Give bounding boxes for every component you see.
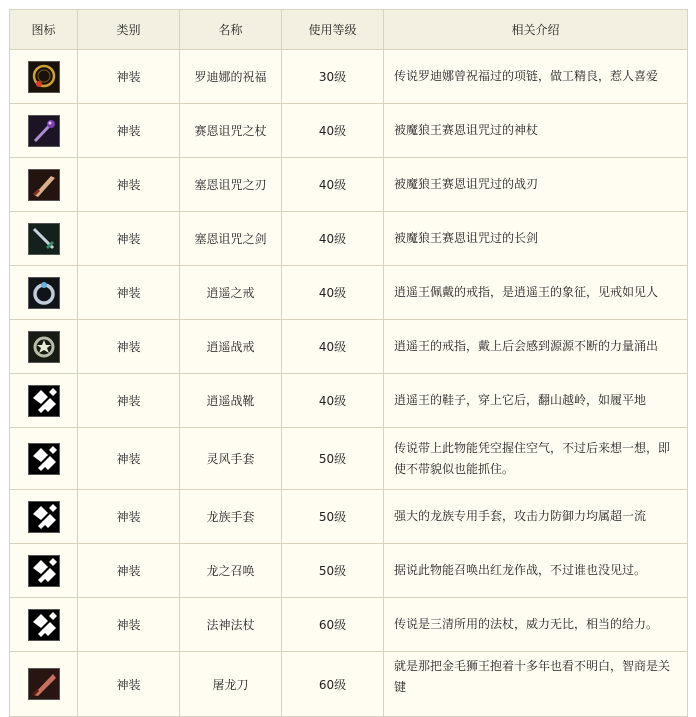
broken-image-icon	[28, 443, 60, 475]
equipment-table-container	[9, 9, 687, 717]
broken-image-icon	[28, 501, 60, 533]
cell-level: 40级	[282, 212, 384, 266]
cell-category: 神装	[78, 652, 180, 717]
necklace-icon	[28, 61, 60, 93]
header-category: 类别	[78, 10, 180, 50]
cell-icon	[10, 374, 78, 428]
cell-icon	[10, 212, 78, 266]
header-name: 名称	[180, 10, 282, 50]
cell-icon	[10, 490, 78, 544]
header-level: 使用等级	[282, 10, 384, 50]
cell-name: 法神法杖	[180, 598, 282, 652]
cell-level: 40级	[282, 320, 384, 374]
cell-name: 逍遥之戒	[180, 266, 282, 320]
cell-level: 40级	[282, 374, 384, 428]
table-row	[10, 428, 688, 490]
cell-level: 50级	[282, 428, 384, 490]
cell-intro: 被魔狼王赛恩诅咒过的神杖	[384, 104, 688, 158]
cell-name: 龙族手套	[180, 490, 282, 544]
table-row	[10, 374, 688, 428]
cell-level: 50级	[282, 544, 384, 598]
table-row	[10, 652, 688, 717]
cell-intro: 逍遥王的戒指，戴上后会感到源源不断的力量涌出	[384, 320, 688, 374]
cell-intro: 逍遥王的鞋子，穿上它后，翻山越岭，如履平地	[384, 374, 688, 428]
cell-icon	[10, 50, 78, 104]
table-row	[10, 266, 688, 320]
cell-level: 60级	[282, 652, 384, 717]
cell-level: 40级	[282, 266, 384, 320]
cell-icon	[10, 104, 78, 158]
cell-level: 50级	[282, 490, 384, 544]
cell-icon	[10, 544, 78, 598]
table-row	[10, 158, 688, 212]
cell-intro: 传说是三清所用的法杖，威力无比，相当的给力。	[384, 598, 688, 652]
table-row	[10, 598, 688, 652]
dragon-blade-icon	[28, 668, 60, 700]
cell-intro: 被魔狼王赛恩诅咒过的战刃	[384, 158, 688, 212]
cell-category: 神装	[78, 374, 180, 428]
header-intro: 相关介绍	[384, 10, 688, 50]
cell-category: 神装	[78, 266, 180, 320]
cell-category: 神装	[78, 320, 180, 374]
cell-name: 逍遥战靴	[180, 374, 282, 428]
cell-level: 60级	[282, 598, 384, 652]
cell-name: 塞恩诅咒之刃	[180, 158, 282, 212]
cell-level: 30级	[282, 50, 384, 104]
cell-name: 屠龙刀	[180, 652, 282, 717]
table-header-row	[10, 10, 688, 50]
cell-level: 40级	[282, 158, 384, 212]
equipment-table	[9, 9, 688, 717]
cell-category: 神装	[78, 544, 180, 598]
ring-icon	[28, 277, 60, 309]
table-row	[10, 544, 688, 598]
cell-intro: 逍遥王佩戴的戒指，是逍遥王的象征，见戒如见人	[384, 266, 688, 320]
table-row	[10, 104, 688, 158]
cell-icon	[10, 598, 78, 652]
cell-name: 逍遥战戒	[180, 320, 282, 374]
cell-intro: 传说罗迪娜曾祝福过的项链，做工精良，惹人喜爱	[384, 50, 688, 104]
ring-star-icon	[28, 331, 60, 363]
cell-icon	[10, 652, 78, 717]
cell-category: 神装	[78, 490, 180, 544]
header-icon: 图标	[10, 10, 78, 50]
staff-icon	[28, 115, 60, 147]
table-row	[10, 490, 688, 544]
cell-intro: 就是那把金毛狮王抱着十多年也看不明白，智商是关键	[384, 652, 688, 717]
cell-name: 塞恩诅咒之剑	[180, 212, 282, 266]
cell-name: 灵风手套	[180, 428, 282, 490]
table-row	[10, 320, 688, 374]
cell-icon	[10, 320, 78, 374]
broken-image-icon	[28, 555, 60, 587]
cell-category: 神装	[78, 598, 180, 652]
table-row	[10, 212, 688, 266]
cell-category: 神装	[78, 50, 180, 104]
cell-name: 罗迪娜的祝福	[180, 50, 282, 104]
table-row	[10, 50, 688, 104]
cell-name: 龙之召唤	[180, 544, 282, 598]
cell-category: 神装	[78, 212, 180, 266]
cell-intro: 传说带上此物能凭空握住空气，不过后来想一想，即使不带貌似也能抓住。	[384, 428, 688, 490]
cell-level: 40级	[282, 104, 384, 158]
cell-category: 神装	[78, 104, 180, 158]
cell-category: 神装	[78, 428, 180, 490]
broken-image-icon	[28, 385, 60, 417]
cell-intro: 被魔狼王赛恩诅咒过的长剑	[384, 212, 688, 266]
cell-intro: 据说此物能召唤出红龙作战，不过谁也没见过。	[384, 544, 688, 598]
cell-icon	[10, 266, 78, 320]
sword-icon	[28, 223, 60, 255]
broken-image-icon	[28, 609, 60, 641]
blade-icon	[28, 169, 60, 201]
cell-icon	[10, 428, 78, 490]
cell-category: 神装	[78, 158, 180, 212]
cell-icon	[10, 158, 78, 212]
cell-intro: 强大的龙族专用手套，攻击力防御力均属超一流	[384, 490, 688, 544]
cell-name: 赛恩诅咒之杖	[180, 104, 282, 158]
